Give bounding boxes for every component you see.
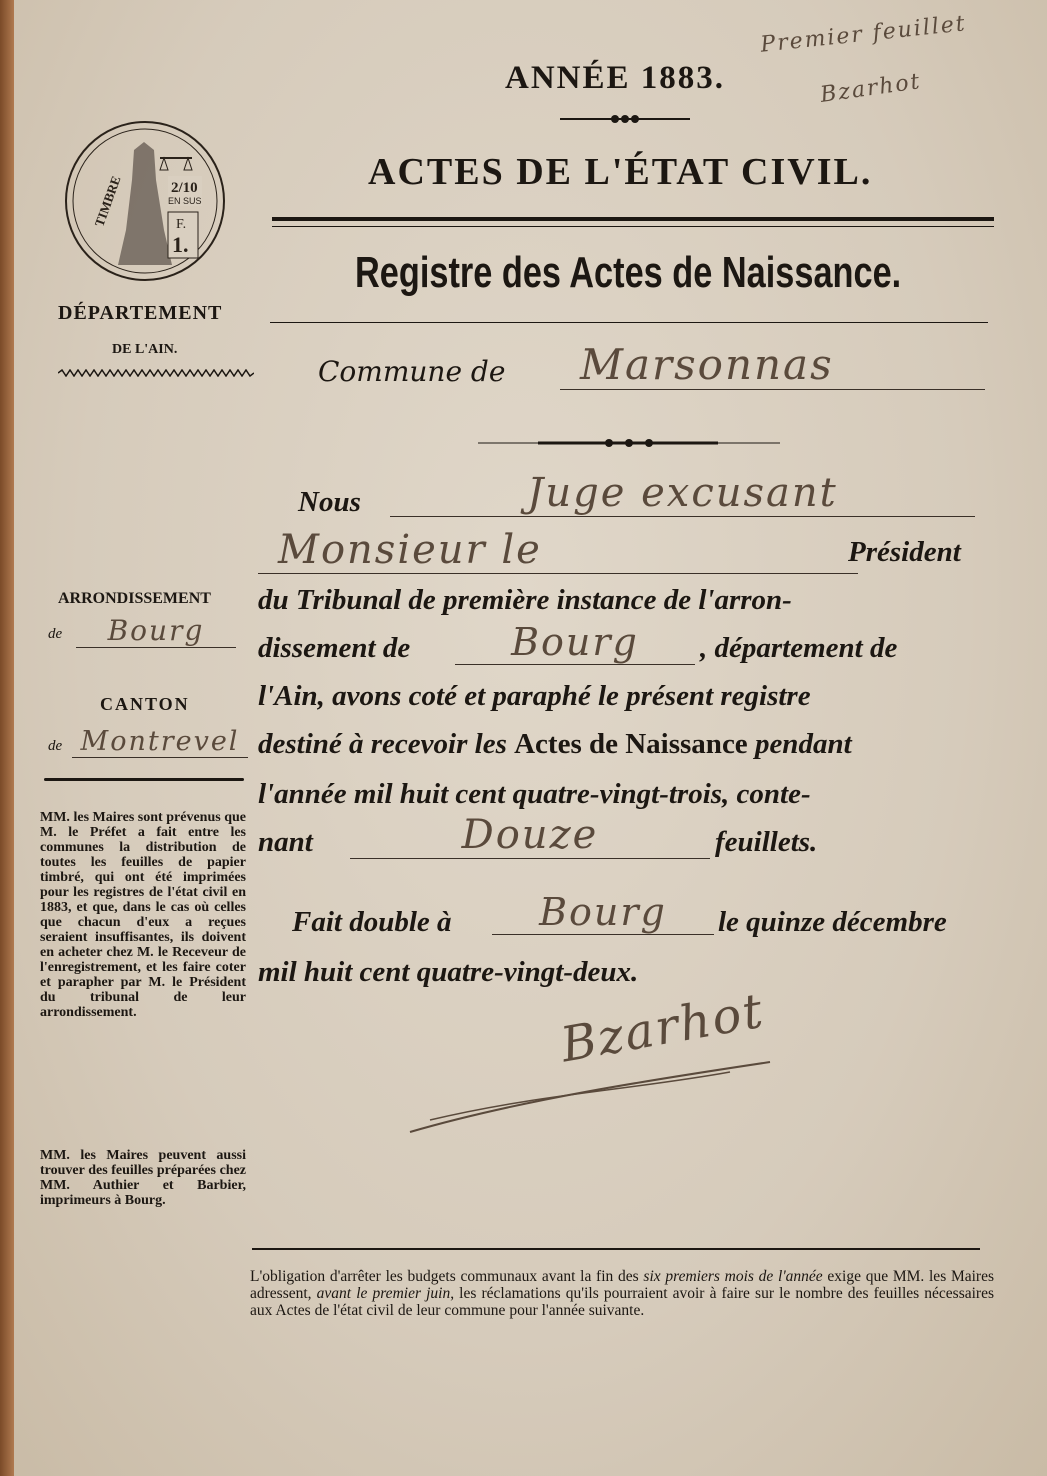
body-line-6 (258, 728, 852, 761)
register-title: Registre des Actes de Naissance. (355, 248, 902, 297)
stamp-f-label: F. (176, 217, 187, 232)
body-line-8a: nant (258, 826, 313, 858)
printers-notice: MM. les Maires peuvent aussi trouver des feuilles préparées chez MM. Authier et Barbier, imprimeurs à Bourg. (40, 1148, 246, 1208)
commune-value: Marsonnas (560, 340, 985, 390)
stamp-arc-text: TIMBRE (91, 173, 124, 229)
ornament-divider-2 (478, 436, 780, 450)
body-line-7: l'année mil huit cent quatre-vingt-trois, conte- (258, 778, 811, 810)
year-heading: ANNÉE 1883. (505, 60, 726, 96)
footer-notice (250, 1268, 994, 1319)
canton-de: de (48, 738, 63, 754)
footer-notice-part3: exige que MM. les Maires adressent, (250, 1268, 995, 1302)
canton-value: Montrevel (72, 726, 248, 758)
president-word: Président (848, 536, 961, 568)
sheet-count-handwritten: Douze (350, 812, 710, 859)
body-line-3: du Tribunal de première instance de l'arron- (258, 584, 792, 616)
stamp-f-value: 1. (172, 232, 189, 257)
president-signature: Bzarhot (556, 982, 769, 1074)
department-name: DE L'AIN. (112, 342, 178, 357)
body-line-6b: Actes de Naissance (514, 728, 748, 760)
footer-rule (252, 1248, 980, 1250)
monsieur-handwritten: Monsieur le (258, 527, 858, 574)
prefect-notice: MM. les Maires sont prévenus que M. le Préfet a fait entre les communes la distribution de toutes les feuilles de papier timbré, qui ont été imprimées pour les registres de l'état civil en 1883, et que, dans le cas où celles que chacun d'eux a reçues seraient insuffisantes, ils doivent en acheter chez M. le Receveur de l'enregistrement, et les faire coter et parapher par M. le Président du tribunal de leur arrondissement. (40, 810, 246, 1020)
left-rule (44, 778, 244, 781)
civil-acts-title: ACTES DE L'ÉTAT CIVIL. (368, 151, 873, 193)
footer-notice-part5: , les réclamations qu'ils pourraient avoir à faire sur le nombre des feuilles nécessaires aux Actes de l'état civil de leur commune pour l'année suivante. (250, 1285, 995, 1319)
body-line-9a: Fait double à (292, 906, 452, 938)
stamp-fraction: 2/10 (171, 180, 198, 196)
arrondissement-label: ARRONDISSEMENT (58, 590, 211, 607)
signature-flourish (400, 1060, 780, 1140)
footer-notice-part4: avant le premier juin (316, 1285, 451, 1302)
commune-top-rule (270, 322, 988, 323)
margin-note-handwritten: Premier feuillet (759, 11, 968, 58)
ornament-divider (560, 112, 690, 126)
department-label: DÉPARTEMENT (58, 302, 223, 324)
judge-title-handwritten: Juge excusant (390, 470, 975, 517)
footer-notice-part2: six premiers mois de l'année (643, 1268, 823, 1285)
body-line-6c: pendant (754, 728, 852, 760)
thick-rule (272, 217, 994, 221)
place-handwritten: Bourg (492, 890, 714, 935)
body-line-5: l'Ain, avons coté et paraphé le présent registre (258, 680, 811, 712)
arrondissement-value: Bourg (76, 614, 236, 648)
canton-label: CANTON (100, 694, 190, 714)
thin-rule (272, 226, 994, 227)
arrondissement-de: de (48, 626, 63, 642)
footer-notice-part1: L'obligation d'arrêter les budgets communaux avant la fin des (250, 1268, 644, 1285)
commune-label: Commune de (318, 355, 506, 388)
body-line-4a: dissement de (258, 632, 411, 664)
margin-initials-handwritten: Bzarhot (818, 69, 923, 108)
body-line-9b: le quinze décembre (718, 906, 947, 938)
arrondissement-handwritten: Bourg (455, 620, 695, 665)
body-line-8b: feuillets. (715, 826, 818, 858)
nous-label: Nous (298, 486, 361, 518)
body-line-6a: destiné à recevoir les (258, 728, 507, 760)
wavy-rule (58, 369, 254, 377)
body-line-10: mil huit cent quatre-vingt-deux. (258, 956, 639, 988)
body-line-4b: , département de (700, 632, 898, 664)
stamp-en-sus: EN SUS (168, 196, 202, 206)
tax-stamp (64, 120, 226, 282)
page-binding (0, 0, 14, 1476)
